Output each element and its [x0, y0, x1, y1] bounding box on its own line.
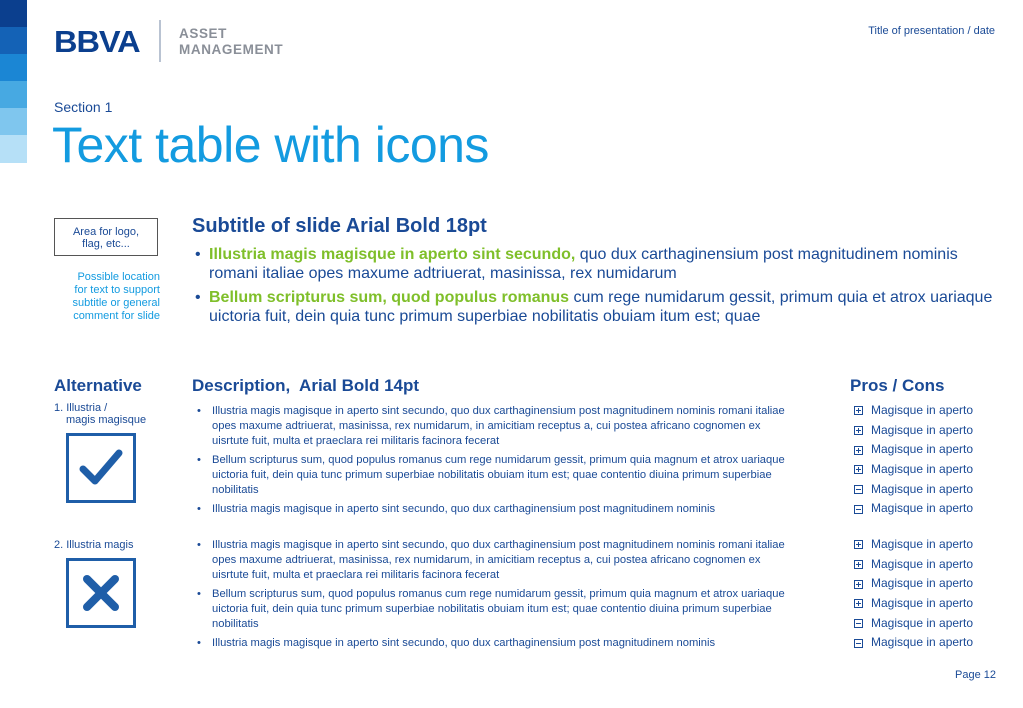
- column-header-description: Description, Arial Bold 14pt: [192, 376, 420, 395]
- minus-icon: [854, 485, 863, 494]
- pros-cons-item: [854, 480, 1004, 500]
- slide-subtitle: Subtitle of slide Arial Bold 18pt: [192, 215, 487, 237]
- page-number: Page 12: [955, 669, 996, 681]
- pros-cons-text: Magisque in aperto: [871, 481, 974, 496]
- pros-cons-item: [854, 574, 1004, 594]
- plus-icon: [854, 406, 863, 415]
- pros-cons-item: [854, 421, 1004, 441]
- stripe-3: [0, 54, 27, 81]
- plus-icon: [854, 426, 863, 435]
- minus-icon: [854, 619, 863, 628]
- plus-icon: [854, 599, 863, 608]
- plus-icon: [854, 580, 863, 589]
- description-item: • Bellum scripturus sum, quod populus romanus cum rege numidarum gessit, primum quia magnum et atrox uariaque uictoria fuit, dein quia tunc primum superbiae nobilitatis obuiam itum est; quae contentio diuina primum superbiae nobilitatis: [193, 453, 793, 498]
- description-item: • Bellum scripturus sum, quod populus romanus cum rege numidarum gessit, primum quia magnum et atrox uariaque uictoria fuit, dein quia tunc primum superbiae nobilitatis obuiam itum est; quae contentio diuina primum superbiae nobilitatis: [193, 587, 793, 632]
- side-note: [54, 271, 160, 323]
- presentation-title: Title of presentation / date: [868, 25, 995, 37]
- section-label: Section 1: [54, 99, 113, 115]
- bullet-highlight: Bellum scripturus sum, quod populus romanus: [209, 289, 570, 306]
- plus-icon: [854, 465, 863, 474]
- bullet-text: quo dux carthaginensium post magnitudinem nominis romani italiae opes maxume adtriuerat, masinissa, rex numidarum: [209, 246, 958, 282]
- asset-management-logo: [179, 26, 283, 58]
- plus-icon: [854, 540, 863, 549]
- side-note-line-3: subtitle or general: [72, 297, 160, 309]
- pros-cons-item: [854, 401, 1004, 421]
- stripe-6: [0, 135, 27, 163]
- pros-cons-text: Magisque in aperto: [871, 501, 974, 516]
- alternative-label-line-2: magis magisque: [66, 414, 147, 426]
- page-title: Text table with icons: [52, 117, 489, 173]
- pros-cons-text: Magisque in aperto: [871, 635, 974, 650]
- pros-cons-item: [854, 633, 1004, 653]
- stripe-5: [0, 108, 27, 135]
- pros-cons-item: [854, 535, 1004, 555]
- intro-bullet: [192, 245, 1002, 283]
- pros-cons-item: [854, 594, 1004, 614]
- logo-placeholder-line-1: Area for logo,: [72, 226, 140, 238]
- pros-cons-list-2: [854, 535, 1004, 653]
- pros-cons-text: Magisque in aperto: [871, 422, 974, 437]
- logo-line-2: MANAGEMENT: [179, 42, 284, 57]
- description-item: • Illustria magis magisque in aperto sint secundo, quo dux carthaginensium post magnitudinem nominis: [193, 636, 793, 651]
- plus-icon: [854, 446, 863, 455]
- cross-icon-glyph: [69, 561, 133, 625]
- side-note-line-4: comment for slide: [73, 310, 160, 322]
- pros-cons-text: Magisque in aperto: [871, 576, 974, 591]
- side-note-line-1: Possible location: [77, 271, 160, 283]
- logo-placeholder-box: [54, 218, 158, 256]
- minus-icon: [854, 505, 863, 514]
- pros-cons-list-1: [854, 401, 1004, 519]
- description-item: • Illustria magis magisque in aperto sint secundo, quo dux carthaginensium post magnitudinem nominis romani italiae opes maxume adtriuerat, masinissa, rex numidarum, in amicitiam receptus a, cui postea africano cognomen ex uisrtute fuit, multa et praeclara rei militaris facinora fecerat: [193, 404, 793, 449]
- cross-icon: [66, 558, 136, 628]
- pros-cons-text: Magisque in aperto: [871, 615, 974, 630]
- intro-bullet: [192, 288, 1002, 326]
- alternative-label-line-1: 1. Illustria /: [54, 402, 108, 414]
- description-item: • Illustria magis magisque in aperto sint secundo, quo dux carthaginensium post magnitudinem nominis romani italiae opes maxume adtriuerat, masinissa, rex numidarum, in amicitiam receptus a, cui postea africano cognomen ex uisrtute fuit, multa et praeclara rei militaris facinora fecerat: [193, 538, 793, 583]
- pros-cons-text: Magisque in aperto: [871, 537, 974, 551]
- description-list-1: [193, 404, 793, 521]
- bullet-highlight: Illustria magis magisque in aperto sint secundo,: [209, 246, 576, 263]
- pros-cons-text: Magisque in aperto: [871, 556, 974, 571]
- stripe-1: [0, 0, 27, 27]
- column-header-pros-cons: Pros / Cons: [850, 376, 945, 395]
- plus-icon: [854, 560, 863, 569]
- alternative-label-1: [54, 402, 146, 426]
- stripe-4: [0, 81, 27, 108]
- pros-cons-item: [854, 555, 1004, 575]
- logo-placeholder-line-2: flag, etc...: [82, 238, 130, 250]
- bullet-text: cum rege numidarum gessit, primum quia et atrox uariaque uictoria fuit, dein quia tunc primum superbiae nobilitatis obuiam itum est; quae: [209, 289, 993, 325]
- pros-cons-text: Magisque in aperto: [871, 442, 974, 457]
- minus-icon: [854, 639, 863, 648]
- stripe-2: [0, 27, 27, 54]
- check-icon-glyph: [69, 436, 133, 500]
- column-header-alternative: Alternative: [54, 376, 142, 395]
- alternative-label-2: [54, 539, 133, 551]
- bbva-logo: BBVA: [54, 24, 140, 59]
- pros-cons-item: [854, 499, 1004, 519]
- pros-cons-text: Magisque in aperto: [871, 596, 974, 611]
- logo-divider: [159, 20, 161, 62]
- pros-cons-item: [854, 460, 1004, 480]
- side-note-line-2: for text to support: [74, 284, 160, 296]
- description-item: • Illustria magis magisque in aperto sint secundo, quo dux carthaginensium post magnitudinem nominis: [193, 502, 793, 517]
- pros-cons-text: Magisque in aperto: [871, 403, 974, 417]
- alternative-label-line-1: 2. Illustria magis: [54, 539, 134, 551]
- pros-cons-item: [854, 440, 1004, 460]
- intro-bullet-list: [192, 245, 1002, 331]
- logo-line-1: ASSET: [179, 26, 228, 41]
- check-icon: [66, 433, 136, 503]
- description-list-2: [193, 538, 793, 655]
- pros-cons-text: Magisque in aperto: [871, 462, 974, 477]
- pros-cons-item: [854, 614, 1004, 634]
